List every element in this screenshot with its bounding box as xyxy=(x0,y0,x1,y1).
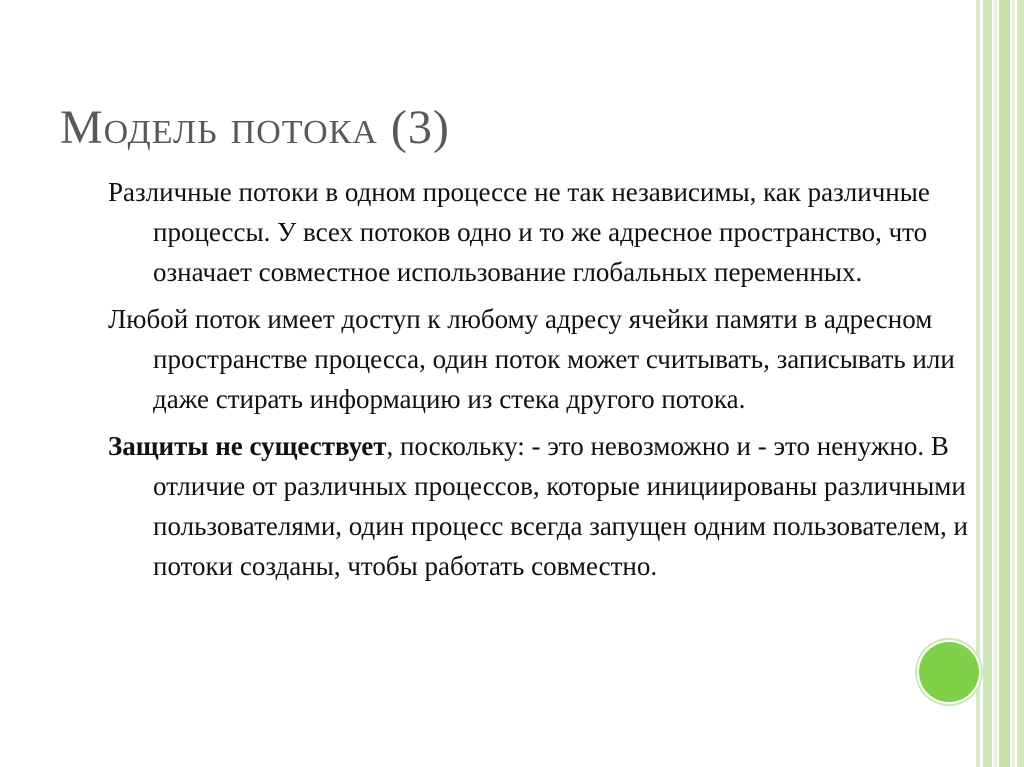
decorative-stripe xyxy=(976,0,980,767)
paragraph-3 xyxy=(108,426,968,586)
decorative-stripe xyxy=(983,0,992,767)
slide-body xyxy=(108,172,968,593)
paragraph-3-bold: Защиты не существует xyxy=(108,431,387,461)
decorative-stripe xyxy=(994,0,997,767)
paragraph-3-text: , поскольку: - это невозможно и - это ненужно. В отличие от различных процессов, которые инициированы различными пользователями, один процесс всегда запущен одним пользователем, и потоки созданы, чтобы работать совместно. xyxy=(153,431,968,581)
decorative-circle-icon xyxy=(917,640,981,704)
paragraph-1-text: Различные потоки в одном процессе не так независимы, как различные процессы. У всех потоков одно и то же адресное пространство, что означает совместное использование глобальных переменных. xyxy=(108,177,930,287)
decorative-stripe xyxy=(999,0,1010,767)
decorative-stripe xyxy=(1012,0,1015,767)
paragraph-2-text: Любой поток имеет доступ к любому адресу ячейки памяти в адресном пространстве процесса, один поток может считывать, записывать или даже стирать информацию из стека другого потока. xyxy=(108,304,955,414)
paragraph-1 xyxy=(108,172,968,292)
paragraph-2 xyxy=(108,299,968,419)
decorative-stripe xyxy=(1017,0,1024,767)
slide-title: Модель потока (3) xyxy=(60,101,450,154)
